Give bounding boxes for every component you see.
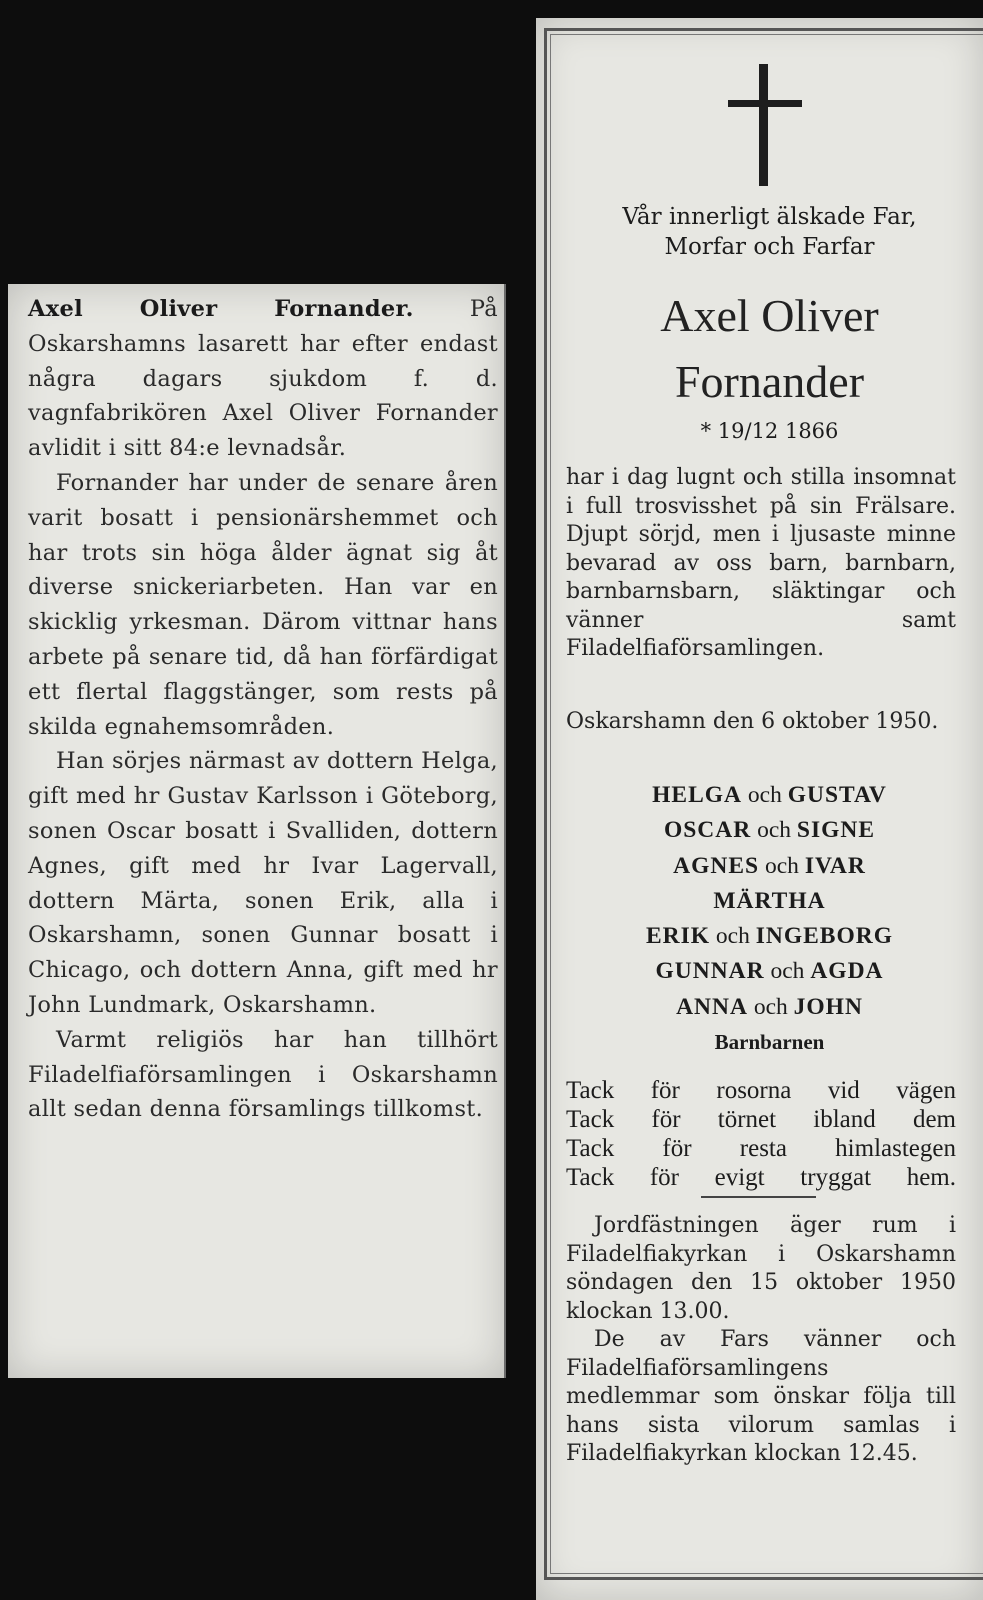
verse-line: Tack för resta himlastegen	[566, 1135, 956, 1162]
divider	[701, 1196, 816, 1198]
notice-intro-line: Vår innerligt älskade Far,	[622, 204, 917, 230]
article-paragraph: Varmt religiös har han tillhört Filadelfiaförsamlingen i Oskarshamn allt sedan denna församlings tillkomst.	[28, 1026, 498, 1123]
family-row	[556, 990, 983, 1025]
deceased-surname: Fornander	[674, 356, 865, 407]
funeral-info	[566, 1212, 956, 1469]
notice-main-paragraph: har i dag lugnt och stilla insomnat i full trosvisshet på sin Frälsare. Djupt sörjd, men i ljusaste minne bevarad av oss barn, barnbarn, barnbarnsbarn, släktingar och vänner samt Filadelfiaförsamlingen.	[566, 465, 956, 661]
family-row	[556, 778, 983, 813]
verse-line: Tack för törnet ibland dem	[566, 1106, 956, 1133]
article-lead	[28, 292, 498, 466]
notice-place-date-text: Oskarshamn den 6 oktober 1950.	[566, 709, 939, 734]
birth-date: * 19/12 1866	[700, 419, 839, 443]
verse-line: Tack för evigt tryggat hem.	[566, 1164, 956, 1191]
family-and: och	[757, 817, 792, 844]
cross-icon-bar	[728, 100, 802, 107]
deceased-name: Axel Oliver	[660, 290, 879, 341]
family-name: GUNNAR	[655, 958, 765, 985]
article-paragraph: Han sörjes närmast av dottern Helga, gift med hr Gustav Karlsson i Göteborg, sonen Oscar bosatt i Svalliden, dottern Agnes, gift med hr Ivar Lagervall, dottern Märta, sonen Erik, alla i Oskarshamn, sonen Gunnar bosatt i Chicago, och dottern Anna, gift med hr John Lundmark, Oskarshamn.	[28, 748, 498, 1018]
grandchildren-label: Barnbarnen	[714, 1030, 825, 1055]
invite-text: De av Fars vänner och Filadelfiaförsamlingens medlemmar som önskar följa till hans sista vilorum samlas i Filadelfiakyrkan klockan 12.45.	[566, 1327, 956, 1466]
article-lead-text: På Oskarshamns lasarett har efter endast några dagars sjukdom f. d. vagnfabrikören Axel Oliver Fornander avlidit i sitt 84:e levnadsår.	[28, 296, 498, 462]
notice-place-date	[566, 708, 956, 737]
family-name: GUSTAV	[787, 782, 887, 808]
family-row	[556, 813, 983, 848]
article-lead-name: Axel Oliver Fornander.	[28, 296, 414, 322]
notice-main-text	[566, 464, 956, 664]
family-and: och	[747, 782, 782, 808]
article-body	[28, 292, 498, 1127]
article-paragraph: Fornander har under de senare åren varit bosatt i pensionärshemmet och har trots sin höga ålder ägnat sig åt diverse snickeriarbeten. Han var en skicklig yrkesman. Därom vittnar hans arbete på senare tid, då han förfärdigat ett flertal flaggstänger, som rests på skilda egnahemsområden.	[28, 469, 498, 740]
family-name: INGEBORG	[755, 923, 894, 950]
family-row	[556, 849, 983, 884]
family-name: MÄRTHA	[713, 887, 826, 914]
family-row	[556, 884, 983, 919]
article-clipping	[8, 284, 506, 1378]
notice-intro-line: Morfar och Farfar	[664, 234, 875, 260]
family-name: SIGNE	[796, 817, 876, 844]
family-and: och	[753, 993, 788, 1020]
memorial-verse	[566, 1076, 956, 1192]
cross-icon	[759, 64, 768, 186]
family-name: ERIK	[645, 923, 711, 950]
family-name: AGDA	[810, 958, 884, 985]
family-row	[556, 919, 983, 954]
family-name: ANNA	[676, 993, 748, 1020]
notice-intro	[556, 202, 983, 262]
family-and: och	[765, 852, 799, 879]
funeral-text: Jordfästningen äger rum i Filadelfiakyrkan i Oskarshamn söndagen den 15 oktober 1950 klockan 13.00.	[566, 1213, 956, 1324]
family-name: OSCAR	[663, 817, 752, 844]
family-name: HELGA	[652, 782, 743, 808]
family-and: och	[715, 923, 750, 950]
family-name: AGNES	[673, 852, 760, 879]
family-name: IVAR	[804, 852, 866, 879]
verse-line: Tack för rosorna vid vägen	[566, 1077, 956, 1104]
family-list	[556, 778, 983, 1060]
death-notice-clipping	[536, 18, 983, 1600]
family-row	[556, 954, 983, 989]
family-and: och	[770, 958, 805, 985]
family-name: JOHN	[793, 993, 863, 1020]
